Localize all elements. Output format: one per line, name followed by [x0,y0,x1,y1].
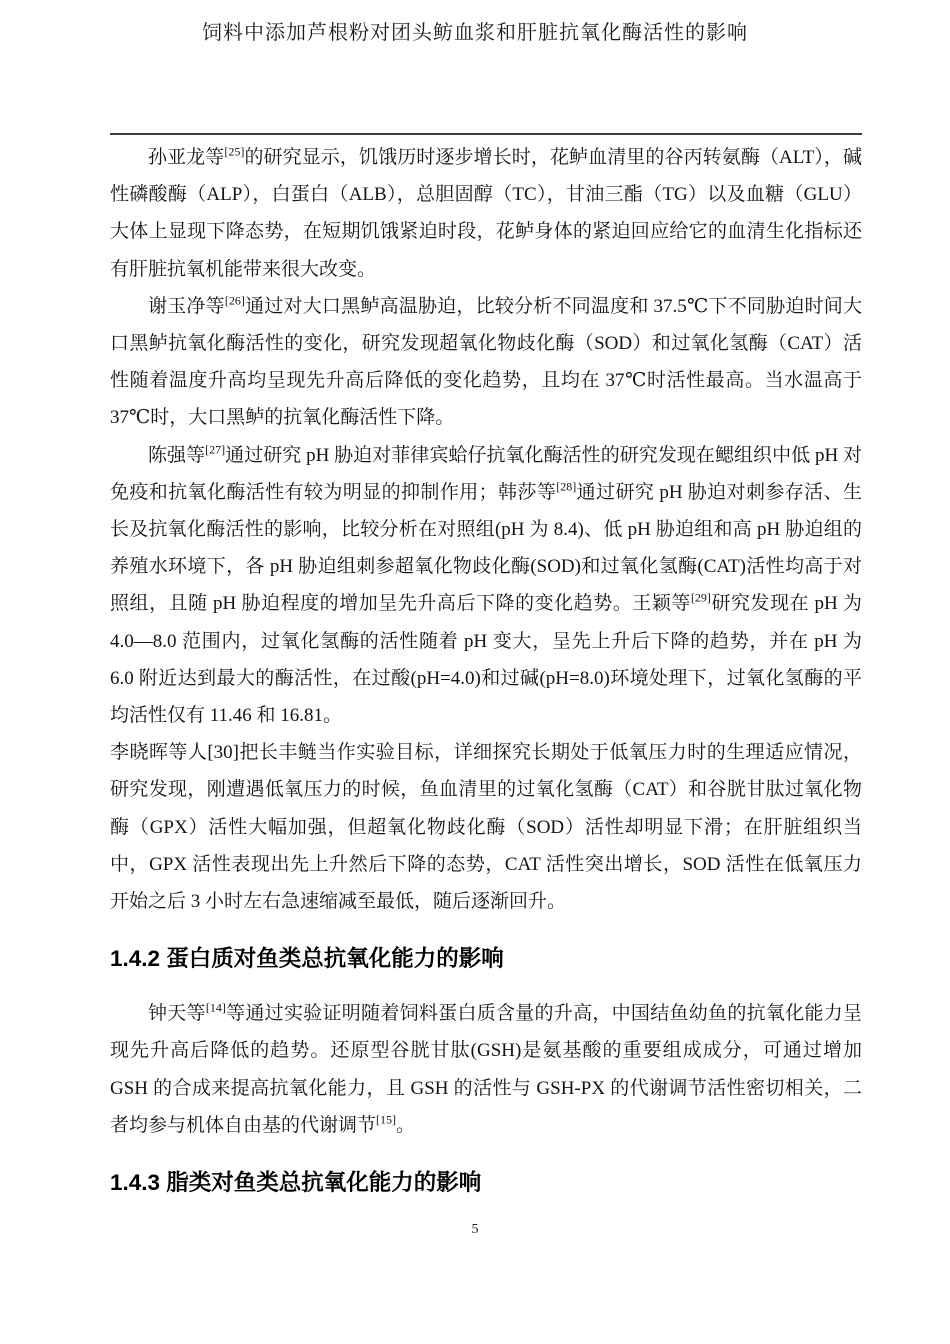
section-heading: 1.4.2 蛋白质对鱼类总抗氧化能力的影响 [110,946,504,972]
page-number: 5 [471,1222,479,1237]
citation-ref: [26] [224,293,245,308]
citation-ref: [25] [224,144,245,159]
document-header-title: 饲料中添加芦根粉对团头鲂血浆和肝脏抗氧化酶活性的影响 [202,22,748,44]
citation-ref: [28] [556,479,577,494]
body-paragraph: 陈强等[27]通过研究 pH 胁迫对菲律宾蛤仔抗氧化酶活性的研究发现在鳃组织中低 pH 对免疫和抗氧化酶活性有较为明显的抑制作用；韩莎等[28]通过研究 pH 胁迫对刺参存活、生长及抗氧化酶活性的影响，比较分析在对照组(pH 为 8.4)、低 pH 胁迫组和高 pH 胁迫组的养殖水环境下，各 pH 胁迫组刺参超氧化物歧化酶(SOD)和过氧化氢酶(CAT)活性均高于对照组，且随 pH 胁迫程度的增加呈先升高后下降的变化趋势。王颖等[29]研究发现在 pH 为 4.0—8.0 范围内，过氧化氢酶的活性随着 pH 变大，呈先上升后下降的趋势，并在 pH 为 6.0 附近达到最大的酶活性，在过酸(pH=4.0)和过碱(pH=8.0)环境处理下，过氧化氢酶的平均活性仅有 11.46 和 16.81。 [110,442,862,727]
citation-ref: [15] [376,1112,397,1127]
body-paragraph: 李晓晖等人[30]把长丰鲢当作实验目标，详细探究长期处于低氧压力时的生理适应情况，研究发现，刚遭遇低氧压力的时候，鱼血清里的过氧化氢酶（CAT）和谷胱甘肽过氧化物酶（GPX）活性大幅加强，但超氧化物歧化酶（SOD）活性却明显下滑；在肝脏组织当中，GPX 活性表现出先上升然后下降的态势，CAT 活性突出增长，SOD 活性在低氧压力开始之后 3 小时左右急速缩减至最低，随后逐渐回升。 [110,742,862,913]
body-paragraph: 谢玉净等[26]通过对大口黑鲈高温胁迫，比较分析不同温度和 37.5℃下不同胁迫时间大口黑鲈抗氧化酶活性的变化，研究发现超氧化物歧化酶（SOD）和过氧化氢酶（CAT）活性随着温度升高均呈现先升高后降低的变化趋势，且均在 37℃时活性最高。当水温高于37℃时，大口黑鲈的抗氧化酶活性下降。 [110,293,862,429]
header-rule [110,133,862,135]
body-paragraph: 钟天等[14]等通过实验证明随着饲料蛋白质含量的升高，中国结鱼幼鱼的抗氧化能力呈现先升高后降低的趋势。还原型谷胱甘肽(GSH)是氨基酸的重要组成成分，可通过增加 GSH 的合成来提高抗氧化能力，且 GSH 的活性与 GSH-PX 的代谢调节活性密切相关，二者均参与机体自由基的代谢调节[15]。 [110,1000,862,1136]
citation-ref: [14] [205,1000,226,1015]
body-paragraph: 孙亚龙等[25]的研究显示，饥饿历时逐步增长时，花鲈血清里的谷丙转氨酶（ALT），碱性磷酸酶（ALP），白蛋白（ALB），总胆固醇（TC），甘油三酯（TG）以及血糖（GLU）大体上显现下降态势，在短期饥饿紧迫时段，花鲈身体的紧迫回应给它的血清生化指标还有肝脏抗氧机能带来很大改变。 [110,144,862,280]
section-heading: 1.4.3 脂类对鱼类总抗氧化能力的影响 [110,1170,482,1196]
document-body [110,139,862,1219]
citation-ref: [27] [205,442,226,457]
citation-ref: [29] [690,591,711,606]
